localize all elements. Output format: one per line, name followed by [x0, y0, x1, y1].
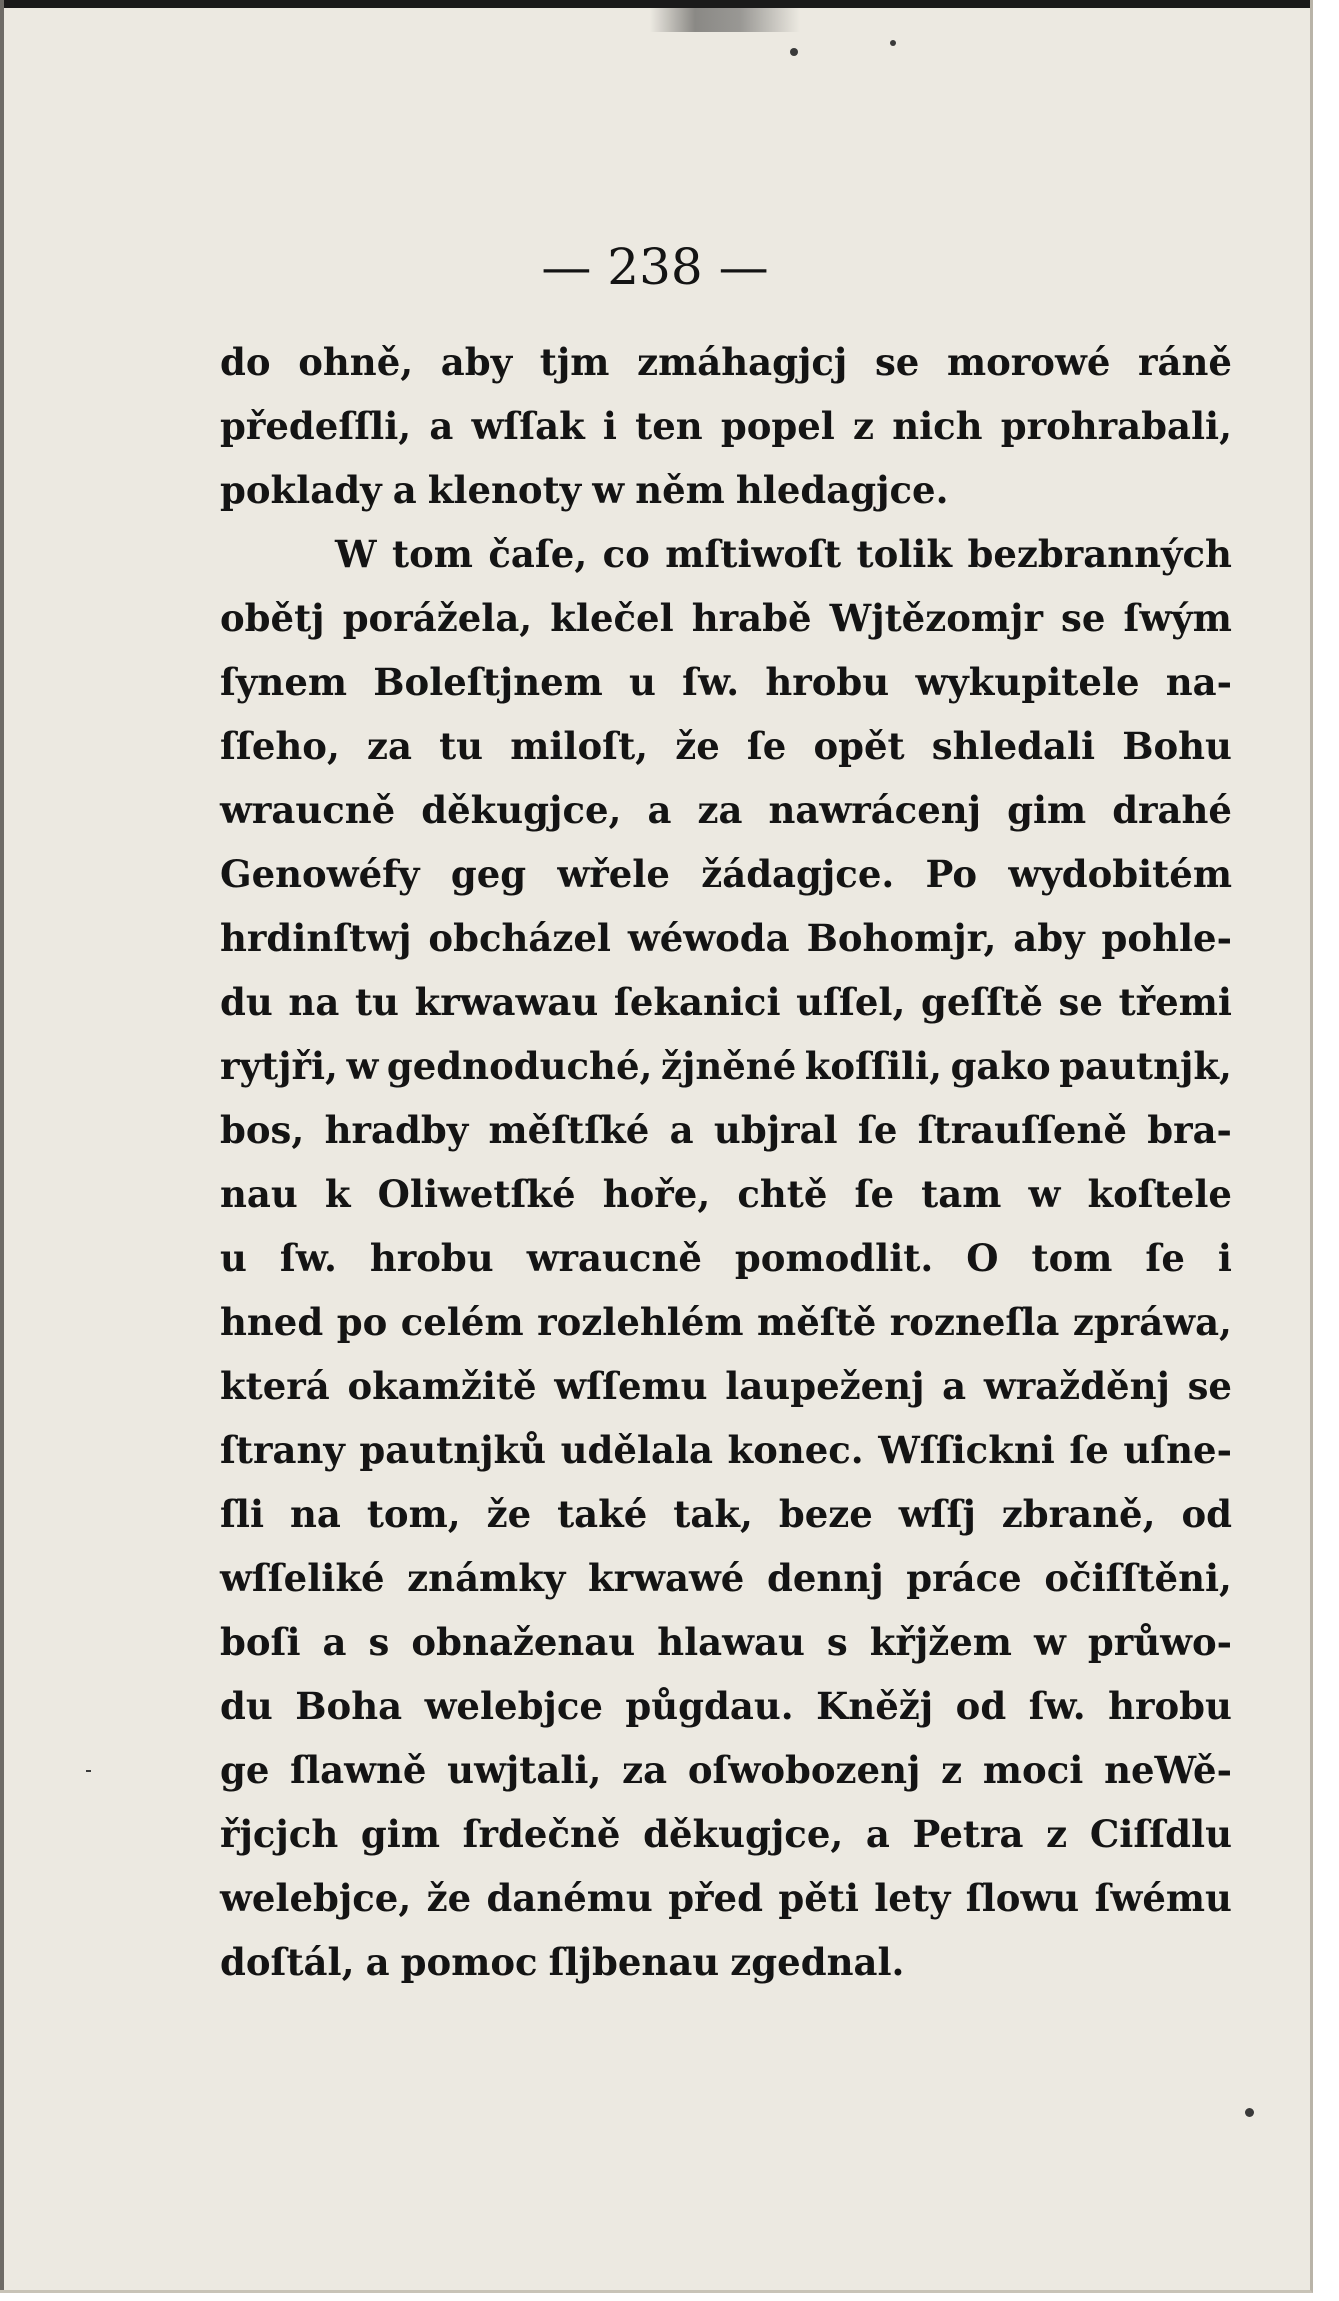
- word: ge: [220, 1748, 270, 1792]
- text-line: [220, 1546, 1232, 1610]
- text-line: [220, 650, 1232, 714]
- word: hledagjce.: [735, 468, 949, 512]
- word: ſekanici: [613, 980, 781, 1024]
- word: aby: [1013, 916, 1085, 960]
- word: tam: [921, 1172, 1002, 1216]
- word: z: [941, 1748, 963, 1792]
- text-line: [220, 586, 1232, 650]
- text-line: [220, 842, 1232, 906]
- word: pomodlit.: [734, 1236, 934, 1280]
- word: hned: [220, 1300, 324, 1344]
- word: řjcjch: [220, 1812, 339, 1856]
- word: tu: [439, 724, 484, 768]
- word: drahé: [1112, 788, 1232, 832]
- word: třemi: [1118, 980, 1232, 1024]
- word: ſe: [1145, 1236, 1185, 1280]
- word: bra-: [1147, 1108, 1232, 1152]
- word: boſi: [220, 1620, 301, 1664]
- word: gako: [950, 1044, 1051, 1088]
- word: ſtrany: [220, 1428, 345, 1472]
- word: před: [668, 1876, 763, 1920]
- word: ſlowu: [965, 1876, 1080, 1920]
- word: ſw.: [279, 1236, 337, 1280]
- word: a: [865, 1812, 890, 1856]
- word: obcházel: [428, 916, 611, 960]
- page-left-edge: [0, 0, 4, 2290]
- word: očiſſtěni,: [1044, 1556, 1232, 1600]
- text-line: [220, 1034, 1232, 1098]
- text-line: [220, 1802, 1232, 1866]
- ink-speck: [890, 40, 896, 46]
- word: udělala: [560, 1428, 713, 1472]
- word: hoře,: [602, 1172, 711, 1216]
- word: se: [1061, 596, 1106, 640]
- word: pomoc: [400, 1940, 538, 1984]
- text-line: [220, 1226, 1232, 1290]
- word: neWě-: [1104, 1748, 1232, 1792]
- page-top-edge: [0, 0, 1310, 8]
- word: shledali: [931, 724, 1096, 768]
- word: z: [853, 404, 875, 448]
- word: rozlehlém: [537, 1300, 744, 1344]
- word: po: [336, 1300, 388, 1344]
- word: w: [592, 468, 625, 512]
- text-line: [220, 1418, 1232, 1482]
- word: lety: [874, 1876, 951, 1920]
- word: hrobu: [1108, 1684, 1232, 1728]
- word: wſſak: [471, 404, 585, 448]
- word: tolik: [856, 532, 953, 576]
- word: a: [392, 468, 417, 512]
- text-line: [220, 970, 1232, 1034]
- text-line: [220, 1866, 1232, 1930]
- word: konec.: [727, 1428, 864, 1472]
- word: Bohomjr,: [806, 916, 997, 960]
- word: wydobitém: [1008, 852, 1232, 896]
- word: pěti: [778, 1876, 859, 1920]
- word: čaſe,: [488, 532, 588, 576]
- word: pohle-: [1101, 916, 1232, 960]
- word: u: [220, 1236, 247, 1280]
- word: ſwému: [1094, 1876, 1232, 1920]
- page-top-smudge: [650, 8, 800, 32]
- word: opět: [813, 724, 905, 768]
- word: poklady: [220, 468, 382, 512]
- word: oſwobozenj: [687, 1748, 921, 1792]
- word: průwo-: [1087, 1620, 1232, 1664]
- text-line: [220, 1098, 1232, 1162]
- word: hradby: [324, 1108, 469, 1152]
- word: morowé: [946, 340, 1111, 384]
- word: s: [826, 1620, 848, 1664]
- word: za: [622, 1748, 668, 1792]
- word: Boleſtjnem: [373, 660, 603, 704]
- word: Wjtězomjr: [829, 596, 1043, 640]
- word: uwjtali,: [447, 1748, 602, 1792]
- word: koſtele: [1087, 1172, 1232, 1216]
- text-line: [220, 330, 1232, 394]
- word: ſynem: [220, 660, 348, 704]
- word: geſſtě: [921, 980, 1043, 1024]
- word: známky: [407, 1556, 566, 1600]
- word: W: [335, 532, 377, 576]
- word: wſſeliké: [220, 1556, 385, 1600]
- word: nich: [892, 404, 983, 448]
- word: do: [220, 340, 271, 384]
- body-text: [220, 330, 1232, 1994]
- word: welebjce: [424, 1684, 603, 1728]
- word: tom,: [366, 1492, 461, 1536]
- word: Ciſſdlu: [1089, 1812, 1232, 1856]
- word: wražděnj: [983, 1364, 1170, 1408]
- text-line: [220, 714, 1232, 778]
- word: wykupitele: [915, 660, 1140, 704]
- word: ſſeho,: [220, 724, 340, 768]
- word: du: [220, 980, 273, 1024]
- word: tom: [1031, 1236, 1113, 1280]
- word: na-: [1165, 660, 1232, 704]
- word: ſw.: [1028, 1684, 1086, 1728]
- text-line: [220, 1482, 1232, 1546]
- word: od: [955, 1684, 1007, 1728]
- word: co: [602, 532, 650, 576]
- word: Genowéfy: [220, 852, 420, 896]
- word: doſtál,: [220, 1940, 355, 1984]
- word: bezbranných: [967, 532, 1232, 576]
- text-line: [220, 1354, 1232, 1418]
- word: Po: [925, 852, 978, 896]
- word: Bohu: [1122, 724, 1232, 768]
- word: wéwoda: [627, 916, 790, 960]
- word: ubjral: [713, 1108, 838, 1152]
- word: koſſili,: [804, 1044, 942, 1088]
- word: porážela,: [342, 596, 533, 640]
- word: tom: [392, 532, 473, 576]
- word: Kněžj: [816, 1684, 934, 1728]
- word: a: [429, 404, 454, 448]
- text-line: [220, 522, 1232, 586]
- word: hrobu: [765, 660, 890, 704]
- word: laupeženj: [725, 1364, 925, 1408]
- word: uſne-: [1123, 1428, 1232, 1472]
- word: a: [942, 1364, 967, 1408]
- word: u: [629, 660, 656, 704]
- word: ſljbenau: [548, 1940, 720, 1984]
- word: ſe: [857, 1108, 898, 1152]
- word: měſtſké: [488, 1108, 650, 1152]
- word: ſwým: [1123, 596, 1232, 640]
- word: uſſel,: [796, 980, 906, 1024]
- word: s: [368, 1620, 390, 1664]
- word: se: [1058, 980, 1103, 1024]
- word: která: [220, 1364, 330, 1408]
- word: gednoduché,: [386, 1044, 653, 1088]
- word: a: [322, 1620, 347, 1664]
- word: ſe: [746, 724, 787, 768]
- text-line: [220, 906, 1232, 970]
- word: Petra: [912, 1812, 1024, 1856]
- word: obětj: [220, 596, 325, 640]
- word: že: [426, 1876, 472, 1920]
- text-line: [220, 394, 1232, 458]
- word: i: [602, 404, 617, 448]
- word: že: [675, 724, 720, 768]
- word: geg: [450, 852, 527, 896]
- word: zbraně,: [1001, 1492, 1156, 1536]
- word: pautnjk,: [1059, 1044, 1232, 1088]
- word: hlawau: [657, 1620, 805, 1664]
- text-line: [220, 778, 1232, 842]
- word: welebjce,: [220, 1876, 412, 1920]
- word: ſe: [854, 1172, 894, 1216]
- word: krwawé: [588, 1556, 745, 1600]
- word: se: [1187, 1364, 1232, 1408]
- word: žjněné: [660, 1044, 797, 1088]
- word: nau: [220, 1172, 298, 1216]
- word: že: [486, 1492, 532, 1536]
- word: w: [1028, 1172, 1061, 1216]
- word: ten: [635, 404, 703, 448]
- page-number: — 238 —: [541, 238, 769, 296]
- word: w: [346, 1044, 379, 1088]
- word: obnaženau: [411, 1620, 636, 1664]
- word: žádagjce.: [701, 852, 895, 896]
- word: také: [557, 1492, 648, 1536]
- word: tak,: [673, 1492, 753, 1536]
- word: k: [324, 1172, 351, 1216]
- word: O: [966, 1236, 999, 1280]
- word: wſſemu: [554, 1364, 708, 1408]
- word: okamžitě: [347, 1364, 537, 1408]
- word: ohně,: [298, 340, 414, 384]
- word: ſli: [220, 1492, 265, 1536]
- word: aby: [440, 340, 513, 384]
- word: prohrabali,: [1000, 404, 1232, 448]
- word: wraucně: [526, 1236, 702, 1280]
- word: ſe: [1069, 1428, 1109, 1472]
- word: nawrácenj: [768, 788, 982, 832]
- word: gim: [360, 1812, 440, 1856]
- text-line: [220, 1290, 1232, 1354]
- ink-speck: [86, 1770, 91, 1772]
- word: od: [1181, 1492, 1232, 1536]
- word: bos,: [220, 1108, 305, 1152]
- word: miloſt,: [510, 724, 649, 768]
- word: beze: [778, 1492, 873, 1536]
- word: rytjři,: [220, 1044, 338, 1088]
- word: ſtrauſſeně: [917, 1108, 1127, 1152]
- word: zmáhagjcj: [637, 340, 848, 384]
- word: klečel: [550, 596, 674, 640]
- word: tu: [354, 980, 399, 1024]
- text-line: [220, 1674, 1232, 1738]
- word: chtě: [737, 1172, 828, 1216]
- word: klenoty: [427, 468, 582, 512]
- word: se: [874, 340, 920, 384]
- text-line: [220, 1610, 1232, 1674]
- word: tjm: [539, 340, 610, 384]
- word: hrabě: [691, 596, 812, 640]
- word: krwawau: [414, 980, 599, 1024]
- word: gim: [1007, 788, 1087, 832]
- word: i: [1217, 1236, 1232, 1280]
- word: zpráwa,: [1072, 1300, 1232, 1344]
- word: za: [697, 788, 743, 832]
- word: půgdau.: [625, 1684, 794, 1728]
- word: pautnjků: [359, 1428, 547, 1472]
- word: práce: [906, 1556, 1022, 1600]
- word: předeſſli,: [220, 404, 412, 448]
- word: něm: [635, 468, 725, 512]
- ink-speck: [790, 48, 798, 56]
- word: křjžem: [869, 1620, 1012, 1664]
- word: ſw.: [682, 660, 740, 704]
- word: a: [365, 1940, 390, 1984]
- word: děkugjce,: [421, 788, 622, 832]
- word: mſtiwoſt: [665, 532, 842, 576]
- word: měſtě: [757, 1300, 877, 1344]
- word: wřele: [557, 852, 670, 896]
- text-line: [220, 1162, 1232, 1226]
- ink-speck: [1245, 2108, 1254, 2117]
- text-line: [220, 1738, 1232, 1802]
- word: na: [288, 980, 340, 1024]
- word: celém: [400, 1300, 524, 1344]
- word: na: [289, 1492, 341, 1536]
- word: ſrdečně: [462, 1812, 621, 1856]
- text-line: [220, 458, 1232, 522]
- word: wraucně: [220, 788, 396, 832]
- word: rozneſla: [889, 1300, 1060, 1344]
- word: ſlawně: [290, 1748, 427, 1792]
- word: du: [220, 1684, 273, 1728]
- word: wſſj: [898, 1492, 976, 1536]
- word: hrobu: [369, 1236, 494, 1280]
- word: a: [669, 1108, 694, 1152]
- word: zgednal.: [730, 1940, 905, 1984]
- text-line: [220, 1930, 1232, 1994]
- word: ráně: [1138, 340, 1232, 384]
- word: Wſſickni: [878, 1428, 1055, 1472]
- word: Boha: [295, 1684, 403, 1728]
- word: dennj: [767, 1556, 884, 1600]
- word: moci: [982, 1748, 1084, 1792]
- word: z: [1046, 1812, 1068, 1856]
- word: danému: [486, 1876, 653, 1920]
- word: a: [647, 788, 672, 832]
- word: popel: [720, 404, 835, 448]
- word: děkugjce,: [643, 1812, 844, 1856]
- word: Oliwetſké: [377, 1172, 576, 1216]
- word: za: [366, 724, 412, 768]
- word: hrdinſtwj: [220, 916, 412, 960]
- word: w: [1033, 1620, 1066, 1664]
